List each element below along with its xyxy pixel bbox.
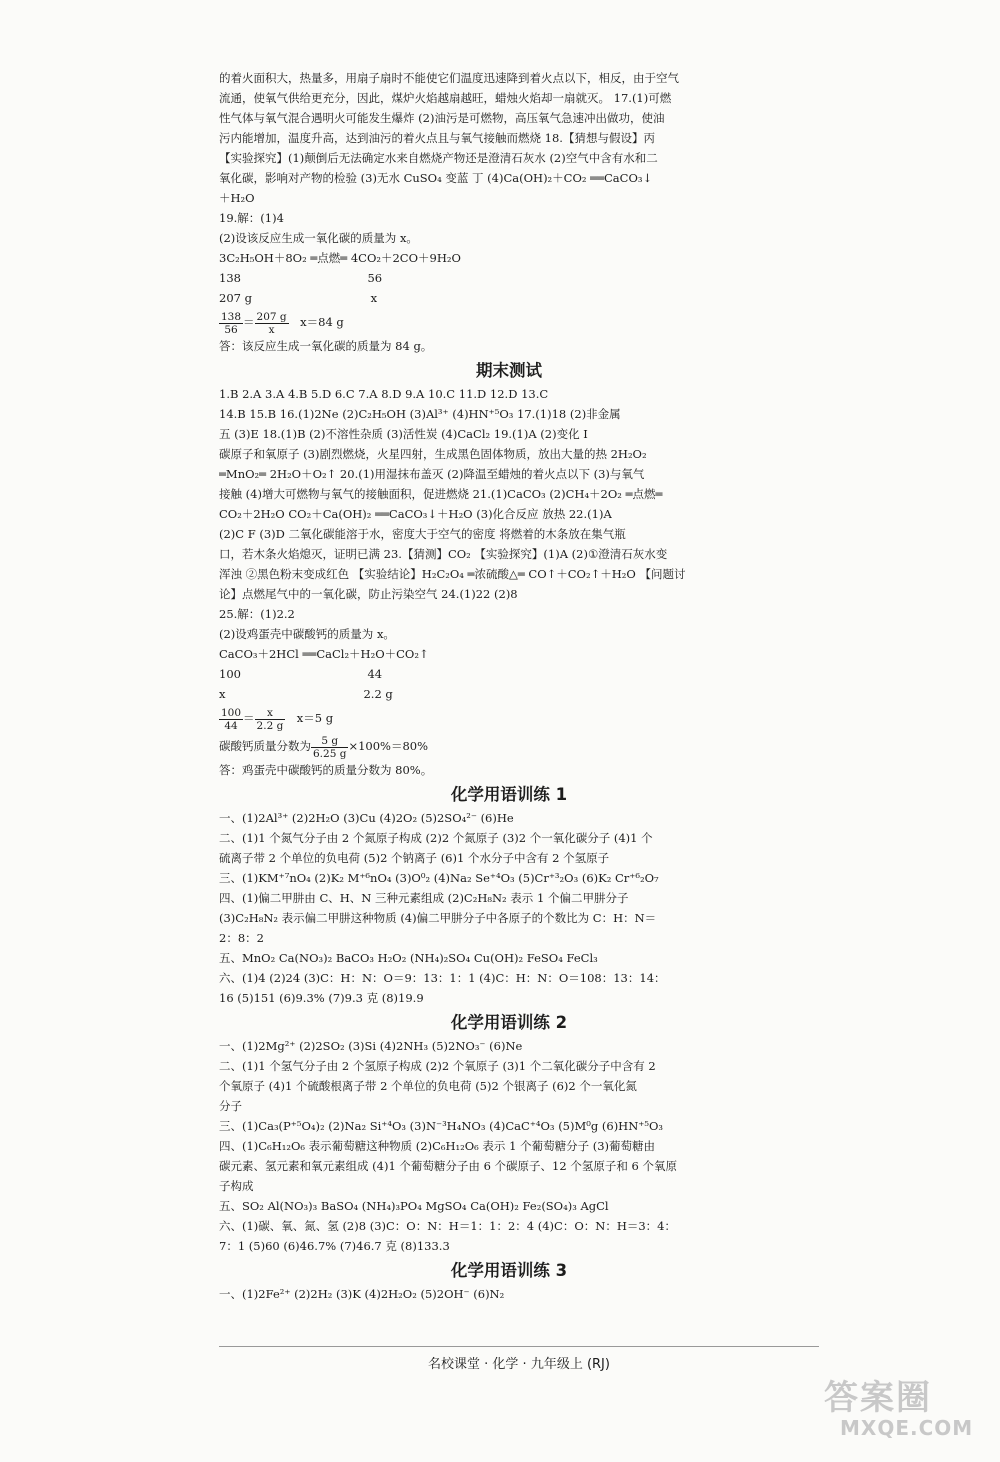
text-line: 个氧原子 (4)1 个硫酸根离子带 2 个单位的负电荷 (5)2 个银离子 (6)2 个一氧化氮: [219, 1079, 637, 1093]
section-training-1: [219, 808, 799, 1008]
text-line: (3)C₂H₈N₂ 表示偏二甲肼这种物质 (4)偏二甲肼分子中各原子的个数比为 C：H：N＝: [219, 911, 657, 925]
text-line: 五、SO₂ Al(NO₃)₃ BaSO₄ (NH₄)₃PO₄ MgSO₄ Ca(OH)₂ Fe₂(SO₄)₃ AgCl: [219, 1199, 609, 1213]
answer-line: 答：鸡蛋壳中碳酸钙的质量分数为 80%。: [219, 763, 433, 777]
text-line: 性气体与氧气混合遇明火可能发生爆炸 (2)油污是可燃物，高压氧气急速冲出做功，使油: [219, 111, 665, 125]
text-line: 二、(1)1 个氢气分子由 2 个氢原子构成 (2)2 个氧原子 (3)1 个二氧化碳分子中含有 2: [219, 1059, 656, 1073]
text-line: 论】点燃尾气中的一氧化碳，防止污染空气 24.(1)22 (2)8: [219, 587, 518, 601]
text-line: 19.解：(1)4: [219, 211, 284, 225]
text-line: 【实验探究】(1)颠倒后无法确定水来自燃烧产物还是澄清石灰水 (2)空气中含有水和二: [219, 151, 658, 165]
text-line: 14.B 15.B 16.(1)2Ne (2)C₂H₅OH (3)Al³⁺ (4)HN⁺⁵O₃ 17.(1)18 (2)非金属: [219, 407, 621, 421]
answer-page: [219, 68, 799, 1304]
text-line: 一、(1)2Fe²⁺ (2)2H₂ (3)K (4)2H₂O₂ (5)2OH⁻ (6)N₂: [219, 1287, 505, 1301]
text-line: 三、(1)KM⁺⁷nO₄ (2)K₂ M⁺⁶nO₄ (3)O⁰₂ (4)Na₂ Se⁺⁴O₃ (5)Cr⁺³₂O₃ (6)K₂ Cr⁺⁶₂O₇: [219, 871, 659, 885]
equation-line: CaCO₃＋2HCl ══CaCl₂＋H₂O＋CO₂↑: [219, 647, 429, 661]
section-title-training-3: 化学用语训练 3: [450, 1261, 568, 1280]
text-line: 六、(1)碳、氧、氮、氢 (2)8 (3)C：O：N：H＝1：1：2：4 (4)C：O：N：H＝3：4：: [219, 1219, 676, 1233]
text-line: ═MnO₂═ 2H₂O＋O₂↑ 20.(1)用湿抹布盖灭 (2)降温至蜡烛的着火点以下 (3)与氧气: [219, 467, 645, 481]
text-line: 硫离子带 2 个单位的负电荷 (5)2 个钠离子 (6)1 个水分子中含有 2 个氢原子: [219, 851, 610, 865]
text-line: 六、(1)4 (2)24 (3)C：H：N：O＝9：13：1：1 (4)C：H：N：O＝108：13：14：: [219, 971, 666, 985]
watermark-logo: [820, 1368, 985, 1448]
percentage-line: 碳酸钙质量分数为 $\frac{5 g}{6.25 g}$ ×100%＝80%: [219, 734, 429, 760]
text-line: 五 (3)E 18.(1)B (2)不溶性杂质 (3)活性炭 (4)CaCl₂ 19.(1)A (2)变化 I: [219, 427, 588, 441]
section-training-2: [219, 1036, 799, 1256]
watermark-url: MXQE.COM: [840, 1416, 974, 1440]
text-line: 1.B 2.A 3.A 4.B 5.D 6.C 7.A 8.D 9.A 10.C 11.D 12.D 13.C: [219, 387, 549, 401]
text-line: 口，若木条火焰熄灭，证明已满 23.【猜测】CO₂ 【实验探究】(1)A (2)①澄清石灰水变: [219, 547, 668, 561]
text-line: 接触 (4)增大可燃物与氧气的接触面积，促进燃烧 21.(1)CaCO₃ (2)CH₄＋2O₂ ═点燃═: [219, 487, 663, 501]
section-training-3: [219, 1284, 799, 1304]
text-line: 一、(1)2Mg²⁺ (2)2SO₂ (3)Si (4)2NH₃ (5)2NO₃⁻ (6)Ne: [219, 1039, 523, 1053]
section-previous-answers: [219, 68, 799, 308]
text-line: 五、MnO₂ Ca(NO₃)₂ BaCO₃ H₂O₂ (NH₄)₂SO₄ Cu(OH)₂ FeSO₄ FeCl₃: [219, 951, 598, 965]
text-line: ＋H₂O: [219, 191, 255, 205]
text-line: (2)设该反应生成一氧化碳的质量为 x。: [219, 231, 418, 245]
equation-line: 138 56: [219, 271, 383, 285]
equation-line: 207 g x: [219, 291, 378, 305]
equation-line: 3C₂H₅OH＋8O₂ ═点燃═ 4CO₂＋2CO＋9H₂O: [219, 251, 461, 265]
text-line: 四、(1)偏二甲肼由 C、H、N 三种元素组成 (2)C₂H₈N₂ 表示 1 个偏二甲肼分子: [219, 891, 629, 905]
watermark-text: 答案圈: [824, 1378, 932, 1418]
text-line: 三、(1)Ca₃(P⁺⁵O₄)₂ (2)Na₂ Si⁺⁴O₃ (3)N⁻³H₄NO₃ (4)CaC⁺⁴O₃ (5)M⁰g (6)HN⁺⁵O₃: [219, 1119, 663, 1133]
page-footer: 名校课堂 · 化学 · 九年级上 (RJ): [219, 1346, 819, 1372]
section-title-training-1: 化学用语训练 1: [450, 785, 568, 804]
text-line: 碳原子和氧原子 (3)剧烈燃烧，火星四射，生成黑色固体物质，放出大量的热 2H₂O₂: [219, 447, 647, 461]
section-title-training-2: 化学用语训练 2: [450, 1013, 568, 1032]
section-title-final-test: 期末测试: [476, 361, 542, 380]
proportion-line: $\frac{100}{44}$ ＝ $\frac{x}{2.2 g}$ x＝5 g: [221, 706, 334, 732]
text-line: 浑浊 ②黑色粉末变成红色 【实验结论】H₂C₂O₄ ═浓硫酸△═ CO↑＋CO₂↑＋H₂O 【问题讨: [219, 567, 686, 581]
text-line: 碳元素、氢元素和氧元素组成 (4)1 个葡萄糖分子由 6 个碳原子、12 个氢原子和 6 个氧原: [219, 1159, 677, 1173]
fraction: $\frac{207 g}{x}$: [256, 310, 287, 336]
text-line: CO₂＋2H₂O CO₂＋Ca(OH)₂ ══CaCO₃↓＋H₂O (3)化合反应 放热 22.(1)A: [219, 507, 612, 521]
text-line: 子构成: [219, 1179, 254, 1193]
fraction: $\frac{x}{2.2 g}$: [256, 706, 284, 732]
text-line: 四、(1)C₆H₁₂O₆ 表示葡萄糖这种物质 (2)C₆H₁₂O₆ 表示 1 个葡萄糖分子 (3)葡萄糖由: [219, 1139, 656, 1153]
text-line: 一、(1)2Al³⁺ (2)2H₂O (3)Cu (4)2O₂ (5)2SO₄²⁻ (6)He: [219, 811, 514, 825]
text-line: 7：1 (5)60 (6)46.7% (7)46.7 克 (8)133.3: [219, 1239, 450, 1253]
text-line: 25.解：(1)2.2: [219, 607, 295, 621]
text-line: 16 (5)151 (6)9.3% (7)9.3 克 (8)19.9: [219, 991, 424, 1005]
text-line: (2)C F (3)D 二氧化碳能溶于水，密度大于空气的密度 将燃着的木条放在集气瓶: [219, 527, 626, 541]
fraction: $\frac{5 g}{6.25 g}$: [313, 734, 347, 760]
answer-line: 答：该反应生成一氧化碳的质量为 84 g。: [219, 339, 433, 353]
equation-line: 100 44: [219, 667, 383, 681]
equation-line: x 2.2 g: [219, 687, 393, 701]
text-line: 二、(1)1 个氮气分子由 2 个氮原子构成 (2)2 个氮原子 (3)2 个一氧化碳分子 (4)1 个: [219, 831, 653, 845]
text-line: 2：8：2: [219, 931, 264, 945]
section-final-test: [219, 384, 799, 704]
text-line: 流通，使氧气供给更充分，因此，煤炉火焰越扇越旺，蜡烛火焰却一扇就灭。 17.(1)可燃: [219, 91, 672, 105]
fraction: $\frac{100}{44}$: [221, 706, 242, 732]
text-line: (2)设鸡蛋壳中碳酸钙的质量为 x。: [219, 627, 395, 641]
fraction: $\frac{138}{56}$: [221, 310, 242, 336]
text-line: 的着火面积大，热量多，用扇子扇时不能使它们温度迅速降到着火点以下，相反，由于空气: [219, 71, 679, 85]
proportion-line: $\frac{138}{56}$ ＝ $\frac{207 g}{x}$ x＝84 g: [221, 310, 344, 336]
text-line: 分子: [219, 1099, 242, 1113]
text-line: 氧化碳，影响对产物的检验 (3)无水 CuSO₄ 变蓝 丁 (4)Ca(OH)₂＋CO₂ ══CaCO₃↓: [219, 171, 653, 185]
text-line: 污内能增加，温度升高，达到油污的着火点且与氧气接触而燃烧 18.【猜想与假设】丙: [219, 131, 655, 145]
